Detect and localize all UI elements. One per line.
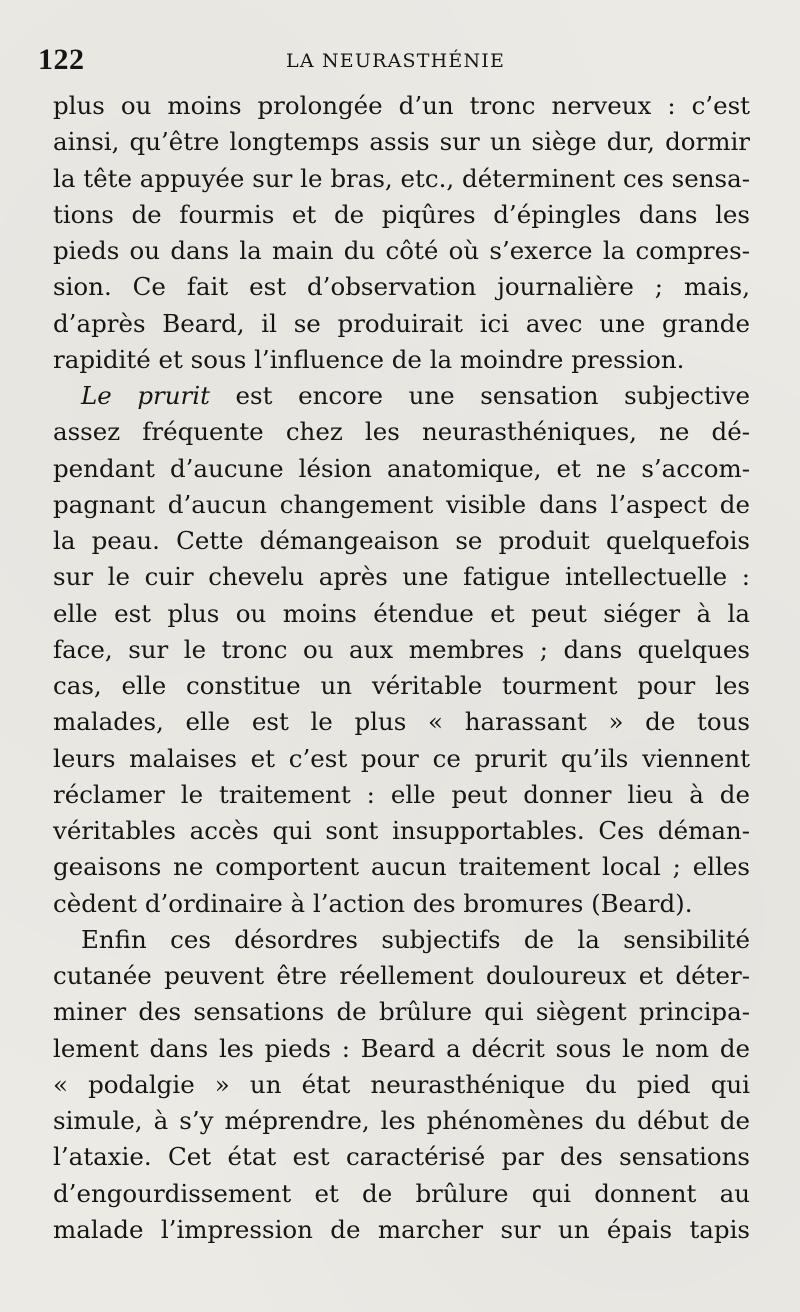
text-line: elle est plus ou moins étendue et peut siéger à la	[53, 598, 750, 628]
text-line: cutanée peuvent être réellement douloureux et déter-	[53, 961, 750, 990]
body-text	[53, 88, 750, 1248]
running-title: LA NEURASTHÉNIE	[286, 50, 506, 72]
text-line: cas, elle constitue un véritable tourment pour les	[53, 671, 750, 700]
text-line: sur le cuir chevelu après une fatigue intellectuelle :	[53, 562, 750, 592]
text-line: réclamer le traitement : elle peut donner lieu à de	[53, 779, 750, 809]
text-line: la tête appuyée sur le bras, etc., déterminent ces sensa-	[53, 163, 750, 193]
text-line: véritables accès qui sont insupportables. Ces déman-	[53, 816, 750, 845]
text-line: « podalgie » un état neurasthénique du pied qui	[53, 1069, 750, 1099]
text-line: cèdent d’ordinaire à l’action des bromures (Beard).	[53, 888, 693, 918]
text-line: malade l’impression de marcher sur un épais tapis	[53, 1214, 750, 1244]
text-line: leurs malaises et c’est pour ce prurit qu’ils viennent	[53, 743, 750, 773]
text-line: plus ou moins prolongée d’un tronc nerveux : c’est	[53, 91, 750, 120]
text-line: l’ataxie. Cet état est caractérisé par des sensations	[53, 1142, 750, 1172]
text-line-paragraph-start	[53, 378, 750, 414]
text-line: d’après Beard, il se produirait ici avec une grande	[53, 308, 750, 338]
text-line: miner des sensations de brûlure qui siègent principa-	[53, 997, 750, 1027]
text-line-paragraph-start: Enfin ces désordres subjectifs de la sensibilité	[81, 924, 750, 954]
text-line-rest: est encore une sensation subjective	[235, 381, 750, 410]
text-line: rapidité et sous l’influence de la moindre pression.	[53, 344, 685, 374]
text-line: lement dans les pieds : Beard a décrit sous le nom de	[53, 1033, 750, 1063]
text-line: assez fréquente chez les neurasthéniques, ne dé-	[53, 417, 750, 447]
page-number: 122	[38, 43, 85, 76]
text-line: ainsi, qu’être longtemps assis sur un siège dur, dormir	[53, 127, 750, 157]
text-line: malades, elle est le plus « harassant » de tous	[53, 707, 750, 737]
text-line: la peau. Cette démangeaison se produit quelquefois	[53, 526, 750, 555]
text-line: pendant d’aucune lésion anatomique, et ne s’accom-	[53, 453, 750, 483]
text-line: pagnant d’aucun changement visible dans l’aspect de	[53, 489, 750, 519]
text-line: simule, à s’y méprendre, les phénomènes du début de	[53, 1106, 750, 1135]
text-line: sion. Ce fait est d’observation journalière ; mais,	[53, 272, 750, 302]
text-line: d’engourdissement et de brûlure qui donnent au	[53, 1178, 750, 1208]
text-line: pieds ou dans la main du côté où s’exerce la compres-	[53, 236, 750, 265]
italic-term: Le prurit	[81, 381, 210, 410]
text-line: face, sur le tronc ou aux membres ; dans quelques	[53, 634, 750, 664]
text-line: geaisons ne comportent aucun traitement local ; elles	[53, 852, 750, 882]
text-line: tions de fourmis et de piqûres d’épingles dans les	[53, 199, 750, 229]
page-header	[38, 42, 758, 78]
